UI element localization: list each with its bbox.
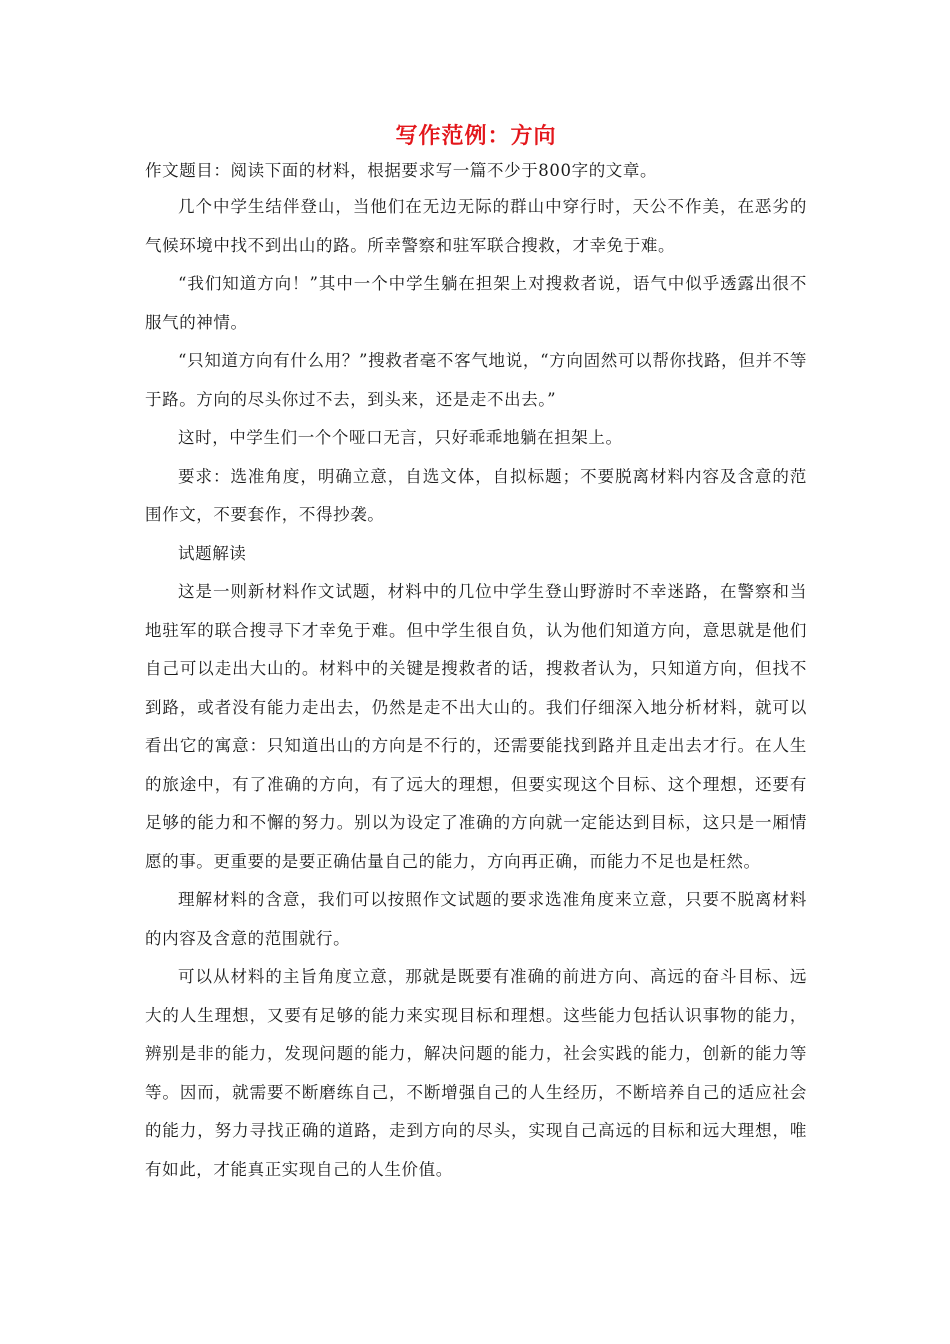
section-heading-analysis: 试题解读 — [178, 543, 247, 563]
analysis-paragraph-2: 理解材料的含意，我们可以按照作文试题的要求选准角度来立意，只要不脱离材料的内容及含意的范围就行。 — [145, 890, 807, 948]
document-title: 写作范例：方向 — [395, 123, 557, 149]
analysis-paragraph-3: 可以从材料的主旨角度立意，那就是既要有准确的前进方向、高远的奋斗目标、远大的人生理想，又要有足够的能力来实现目标和理想。这些能力包括认识事物的能力，辨别是非的能力，发现问题的能力，解决问题的能力，社会实践的能力，创新的能力等等。因而，就需要不断磨练自己，不断增强自己的人生经历，不断培养自己的适应社会的能力，努力寻找正确的道路，走到方向的尽头，实现自己高远的目标和远大理想，唯有如此，才能真正实现自己的人生价值。 — [145, 967, 807, 1179]
material-paragraph-1: 几个中学生结伴登山，当他们在无边无际的群山中穿行时，天公不作美，在恶劣的气候环境中找不到出山的路。所幸警察和驻军联合搜救，才幸免于难。 — [145, 197, 807, 255]
analysis-paragraph-1: 这是一则新材料作文试题，材料中的几位中学生登山野游时不幸迷路，在警察和当地驻军的联合搜寻下才幸免于难。但中学生很自负，认为他们知道方向，意思就是他们自己可以走出大山的。材料中的关键是搜救者的话，搜救者认为，只知道方向，但找不到路，或者没有能力走出去，仍然是走不出大山的。我们仔细深入地分析材料，就可以看出它的寓意：只知道出山的方向是不行的，还需要能找到路并且走出去才行。在人生的旅途中，有了准确的方向，有了远大的理想，但要实现这个目标、这个理想，还要有足够的能力和不懈的努力。别以为设定了准确的方向就一定能达到目标，这只是一厢情愿的事。更重要的是要正确估量自己的能力，方向再正确，而能力不足也是枉然。 — [145, 582, 807, 871]
material-paragraph-4: 这时，中学生们一个个哑口无言，只好乖乖地躺在担架上。 — [178, 428, 623, 447]
material-paragraph-3: “只知道方向有什么用？”搜救者毫不客气地说，“方向固然可以帮你找路，但并不等于路。方向的尽头你过不去，到头来，还是走不出去。” — [145, 351, 807, 409]
material-paragraph-2: “我们知道方向！”其中一个中学生躺在担架上对搜救者说，语气中似乎透露出很不服气的神情。 — [145, 274, 807, 332]
essay-prompt-heading: 作文题目：阅读下面的材料，根据要求写一篇不少于800字的文章。 — [145, 161, 658, 180]
requirements-paragraph: 要求：选准角度，明确立意，自选文体，自拟标题；不要脱离材料内容及含意的范围作文，不要套作，不得抄袭。 — [145, 466, 807, 524]
document-page — [145, 118, 807, 1189]
